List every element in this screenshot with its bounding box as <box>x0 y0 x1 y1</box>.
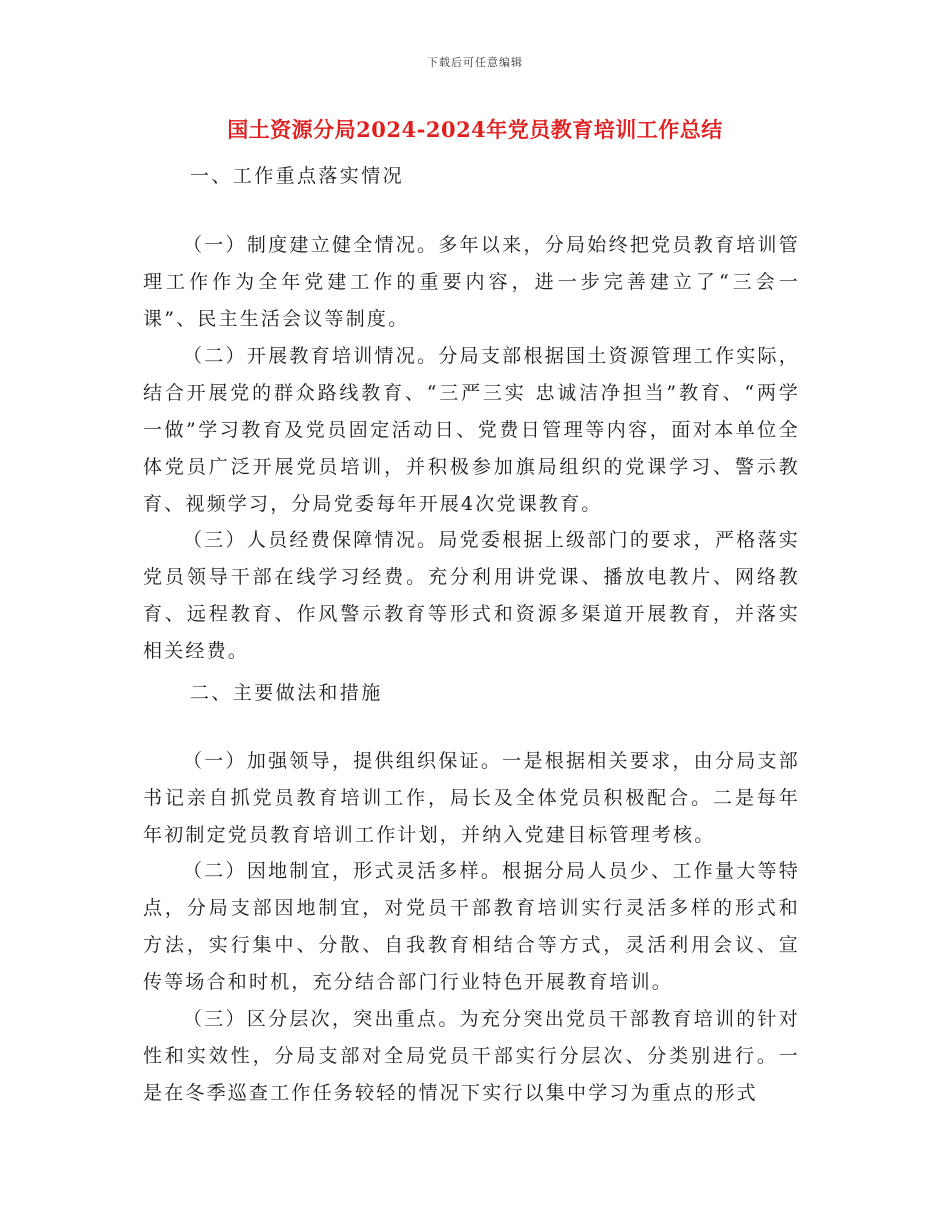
paragraph-1-2: （二）开展教育培训情况。分局支部根据国土资源管理工作实际，结合开展党的群众路线教育、“三严三实 忠诚洁净担当”教育、“两学一做”学习教育及党员固定活动日、党费日管理等内容，面对本单位全体党员广泛开展党员培训，并积极参加旗局组织的党课学习、警示教育、视频学习，分局党委每年开展4次党课教育。 <box>143 345 800 515</box>
paragraph-1-1: （一）制度建立健全情况。多年以来，分局始终把党员教育培训管理工作作为全年党建工作的重要内容，进一步完善建立了“三会一课”、民主生活会议等制度。 <box>143 234 800 330</box>
paragraph-2-1: （一）加强领导，提供组织保证。一是根据相关要求，由分局支部书记亲自抓党员教育培训工作，局长及全体党员积极配合。二是每年年初制定党员教育培训工作计划，并纳入党建目标管理考核。 <box>143 750 800 846</box>
paragraph-1-3: （三）人员经费保障情况。局党委根据上级部门的要求，严格落实党员领导干部在线学习经费。充分利用讲党课、播放电教片、网络教育、远程教育、作风警示教育等形式和资源多渠道开展教育，并落实相关经费。 <box>143 529 800 662</box>
document-title: 国土资源分局2024-2024年党员教育培训工作总结 <box>227 117 723 142</box>
section-heading-1: 一、工作重点落实情况 <box>190 165 405 187</box>
paragraph-2-2: （二）因地制宜，形式灵活多样。根据分局人员少、工作量大等特点，分局支部因地制宜，对党员干部教育培训实行灵活多样的形式和方法，实行集中、分散、自我教育相结合等方式，灵活利用会议、宣传等场合和时机，充分结合部门行业特色开展教育培训。 <box>143 860 800 993</box>
header-note: 下载后可任意编辑 <box>427 56 523 69</box>
section-heading-2: 二、主要做法和措施 <box>190 682 383 704</box>
paragraph-2-3: （三）区分层次，突出重点。为充分突出党员干部教育培训的针对性和实效性，分局支部对全局党员干部实行分层次、分类别进行。一是在冬季巡查工作任务较轻的情况下实行以集中学习为重点的形式 <box>143 1008 800 1104</box>
